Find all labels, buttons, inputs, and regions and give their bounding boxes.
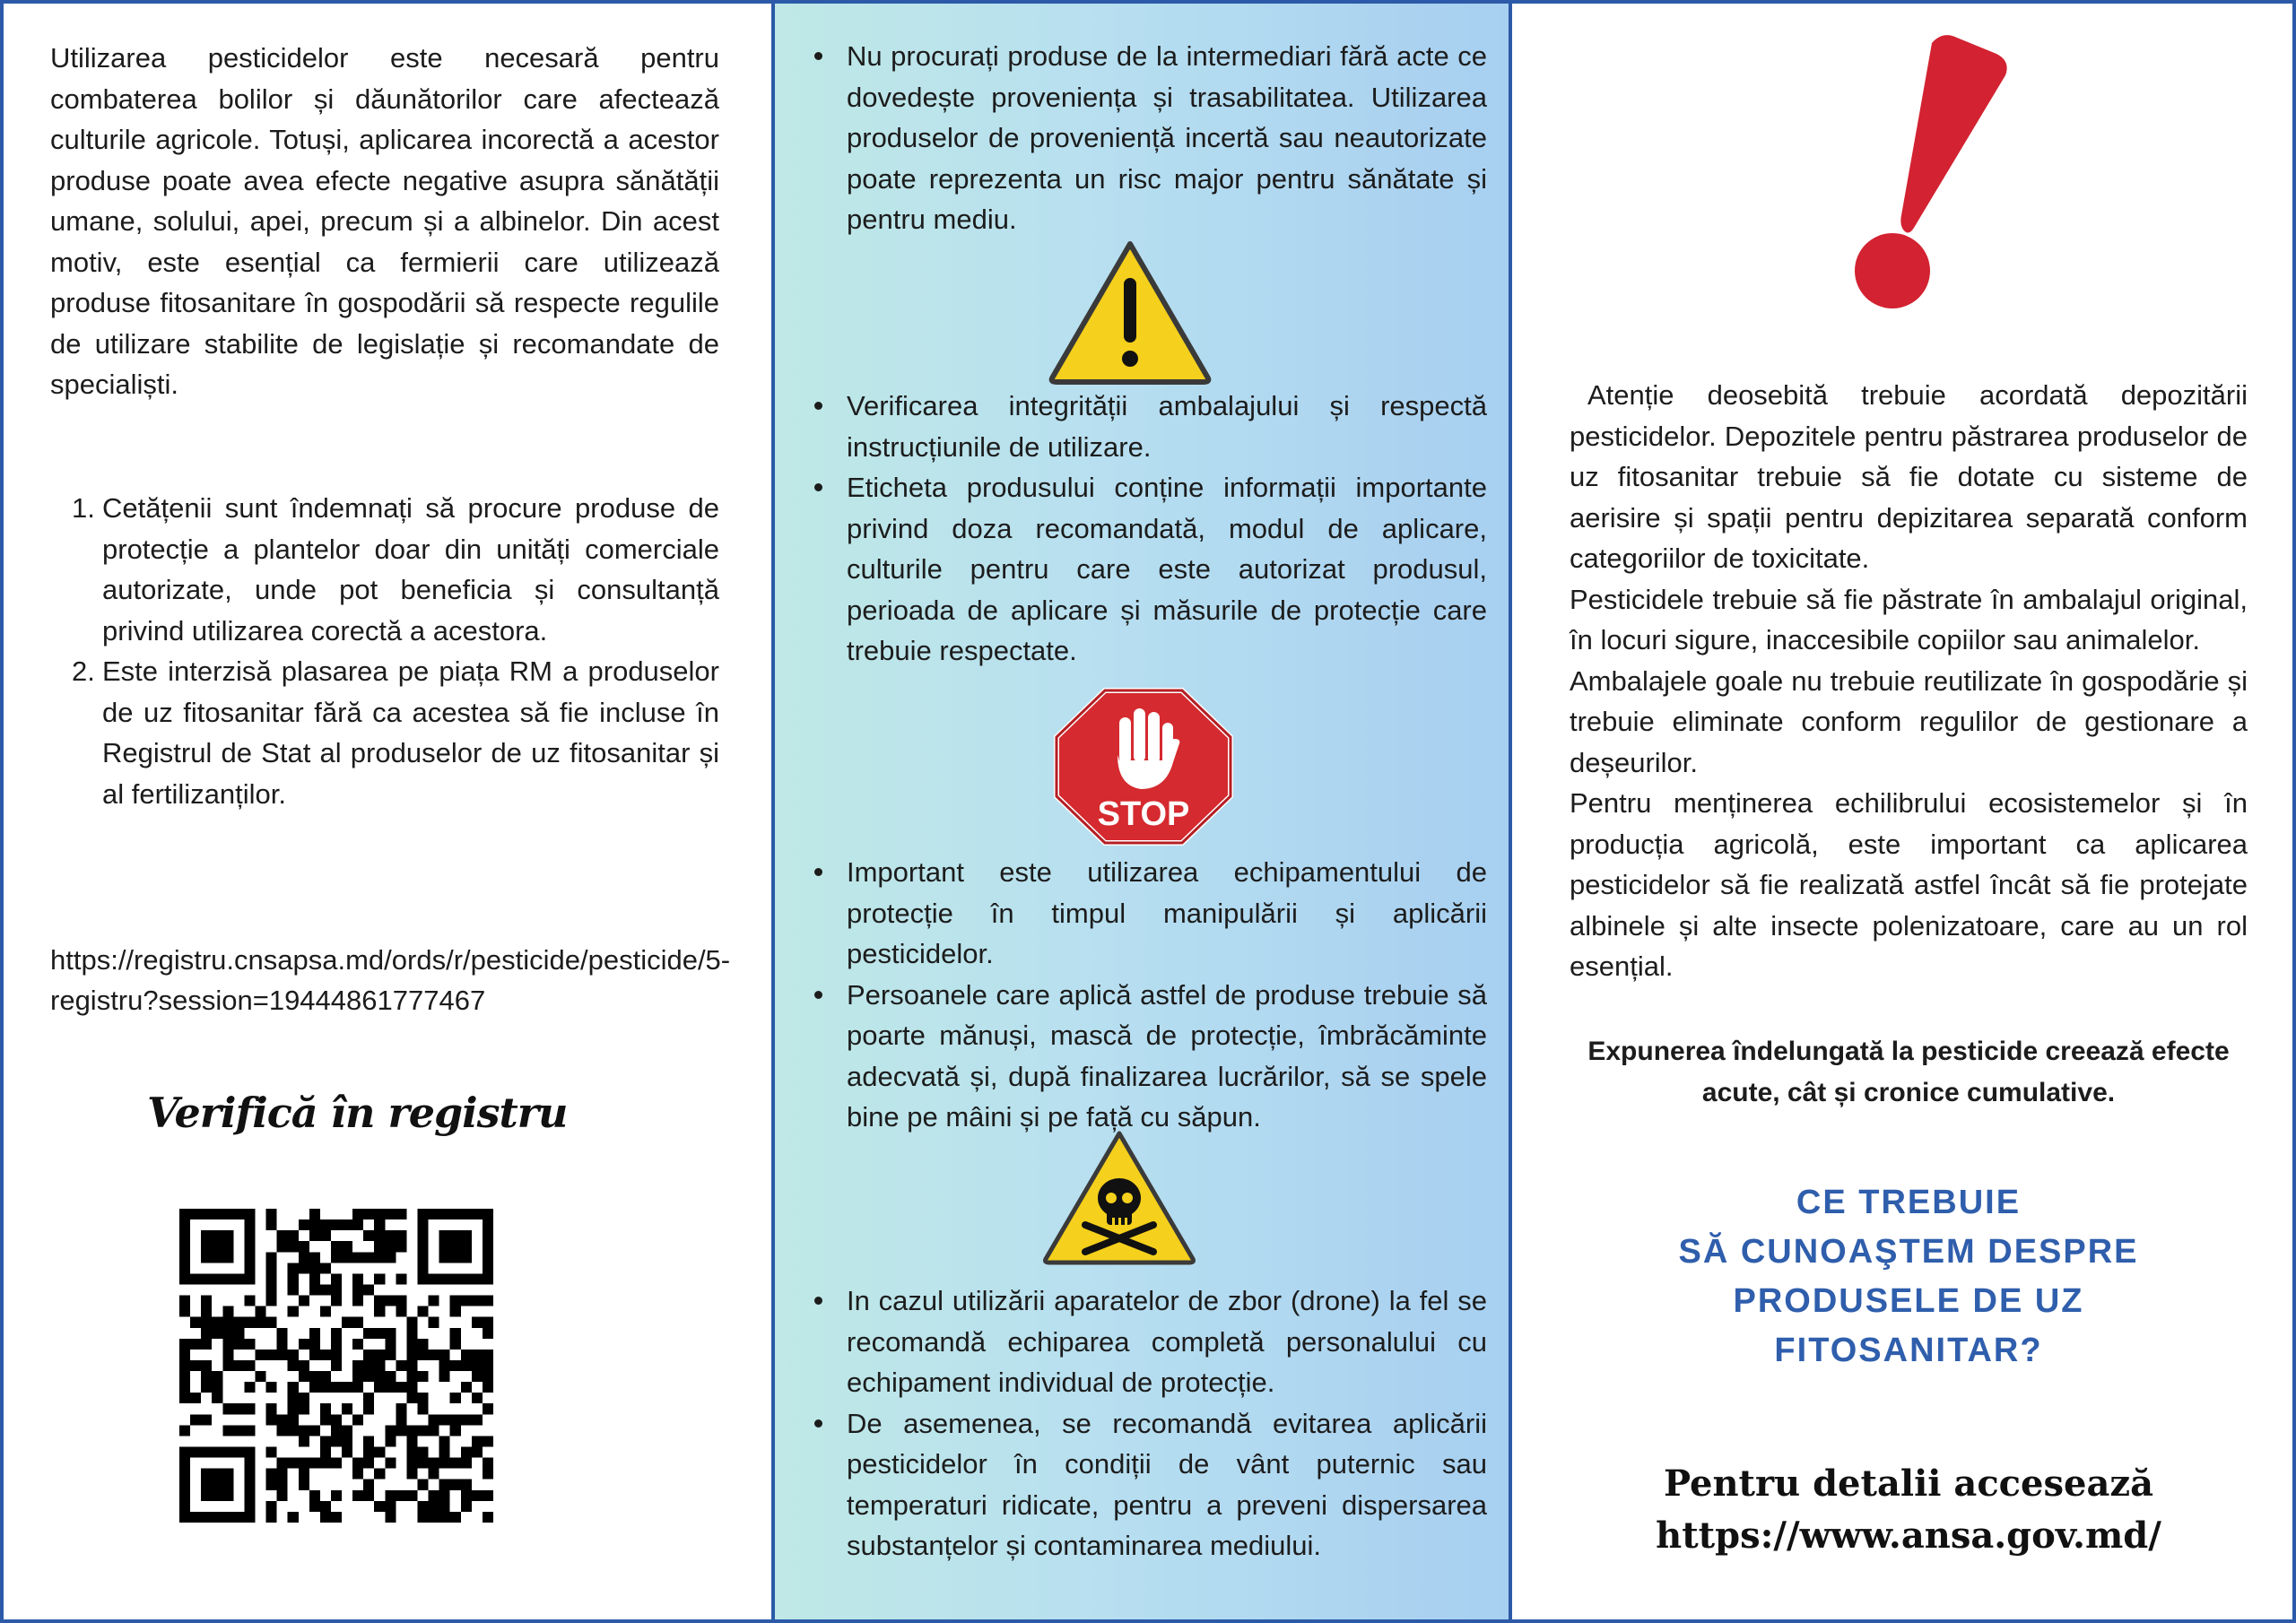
title-line: FITOSANITAR? xyxy=(1774,1332,2043,1369)
list-number: 1. xyxy=(72,492,95,524)
stop-hand-icon xyxy=(1053,687,1234,846)
bullet-list-4 xyxy=(775,1280,1487,1567)
exclamation-icon xyxy=(1844,30,2014,317)
rules-list xyxy=(50,488,719,814)
paragraph: Pentru menținerea echilibrului ecosistemelor și în producția agricolă, este important ca aplicarea pesticidelor să fie realizată astfel încât să fie protejate albinele și alte insecte polenizatoare, care au un rol esențial. xyxy=(1570,787,2248,982)
footer-link[interactable]: https://www.ansa.gov.md/ xyxy=(1656,1515,2161,1557)
paragraph: Atenție deosebită trebuie acordată depozitării pesticidelor. Depozitele pentru păstrarea produselor de uz fitosanitar trebuie să fie dotate cu sisteme de aerisire și spații pentru depizitarea separată conform categoriilor de toxicitate. xyxy=(1570,379,2248,574)
list-text: Cetățenii sunt îndemnați să procure produse de protecție a plantelor doar din unități comerciale autorizate, unde pot beneficia și consultanță privind utilizarea corectă a acestora. xyxy=(102,492,719,647)
bullet-list-2 xyxy=(775,386,1487,672)
list-item: Persoanele care aplică astfel de produse trebuie să poarte mănuși, mască de protecție, îmbrăcăminte adecvată și, după finalizarea lucrărilor, să se spele bine pe mâini și pe față cu săpun. xyxy=(775,975,1487,1138)
registry-link[interactable]: https://registru.cnsapsa.md/ords/r/pesticide/pesticide/5-registru?session=19444861777467 xyxy=(50,944,731,1016)
list-item xyxy=(50,488,719,651)
qr-code[interactable] xyxy=(179,1209,493,1523)
list-item: Nu procurați produse de la intermediari fără acte ce dovedește proveniența și trasabilitatea. Utilizarea produselor de proveniență incertă sau neautorizate poate reprezenta un risc major pentru sănătate și pentru mediu. xyxy=(775,36,1487,240)
bullet-list-3 xyxy=(775,852,1487,1138)
list-item xyxy=(50,651,719,814)
list-item: Eticheta produsului conține informații importante privind doza recomandată, modul de aplicare, culturile pentru care este autorizat produsul, perioada de aplicare și măsurile de protecție care trebuie respectate. xyxy=(775,467,1487,672)
intro-paragraph: Utilizarea pesticidelor este necesară pentru combaterea bolilor și dăunătorilor care afectează culturile agricole. Totuși, aplicarea incorectă a acestor produse poate avea efecte negative asupra sănătății umane, solului, apei, precum și a albinelor. Din acest motiv, este esențial ca fermierii care utilizează produse fitosanitare în gospodării să respecte regulile de utilizare stabilite de legislație și recomandate de specialiști. xyxy=(50,42,719,400)
footer-label: Pentru detalii accesează xyxy=(1663,1462,2153,1505)
paragraph: Pesticidele trebuie să fie păstrate în ambalajul original, în locuri sigure, inaccesibile copiilor sau animalelor. xyxy=(1570,583,2248,655)
middle-panel xyxy=(771,0,1512,1623)
list-item: In cazul utilizării aparatelor de zbor (drone) la fel se recomandă echiparea completă personalului cu echipament individual de protecție. xyxy=(775,1280,1487,1403)
stop-label: STOP xyxy=(1097,795,1190,833)
list-number: 2. xyxy=(72,655,95,687)
toxic-skull-icon xyxy=(1040,1128,1198,1268)
left-panel xyxy=(0,0,771,1623)
title-line: PRODUSELE DE UZ xyxy=(1733,1282,2084,1320)
warning-icon xyxy=(1048,239,1213,387)
list-item: Important este utilizarea echipamentului de protecție în timpul manipulării și aplicării pesticidelor. xyxy=(775,852,1487,975)
list-item: Verificarea integrității ambalajului și respectă instrucțiunile de utilizare. xyxy=(775,386,1487,467)
footer xyxy=(1570,1458,2248,1562)
paragraph: Ambalajele goale nu trebuie reutilizate în gospodărie și trebuie eliminate conform regulilor de gestionare a deșeurilor. xyxy=(1570,664,2248,778)
title-line: SĂ CUNOAŞTEM DESPRE xyxy=(1678,1233,2139,1271)
right-panel xyxy=(1512,0,2296,1623)
bullet-list-1 xyxy=(775,36,1487,240)
list-item: De asemenea, se recomandă evitarea aplicării pesticidelor în condiții de vânt puternic sau temperaturi ridicate, pentru a preveni dispersarea substanțelor și contaminarea mediului. xyxy=(775,1403,1487,1567)
leaflet-title xyxy=(1570,1178,2248,1376)
qr-heading: Verifică în registru xyxy=(147,1089,568,1137)
storage-paragraphs xyxy=(1570,375,2248,987)
exposure-note: Expunerea îndelungată la pesticide creează efecte acute, cât și cronice cumulative. xyxy=(1587,1037,2230,1107)
title-line: CE TREBUIE xyxy=(1796,1184,2022,1221)
list-text: Este interzisă plasarea pe piața RM a produselor de uz fitosanitar fără ca acestea să fie incluse în Registrul de Stat al produselor de uz fitosanitar și al fertilizanților. xyxy=(102,655,719,810)
